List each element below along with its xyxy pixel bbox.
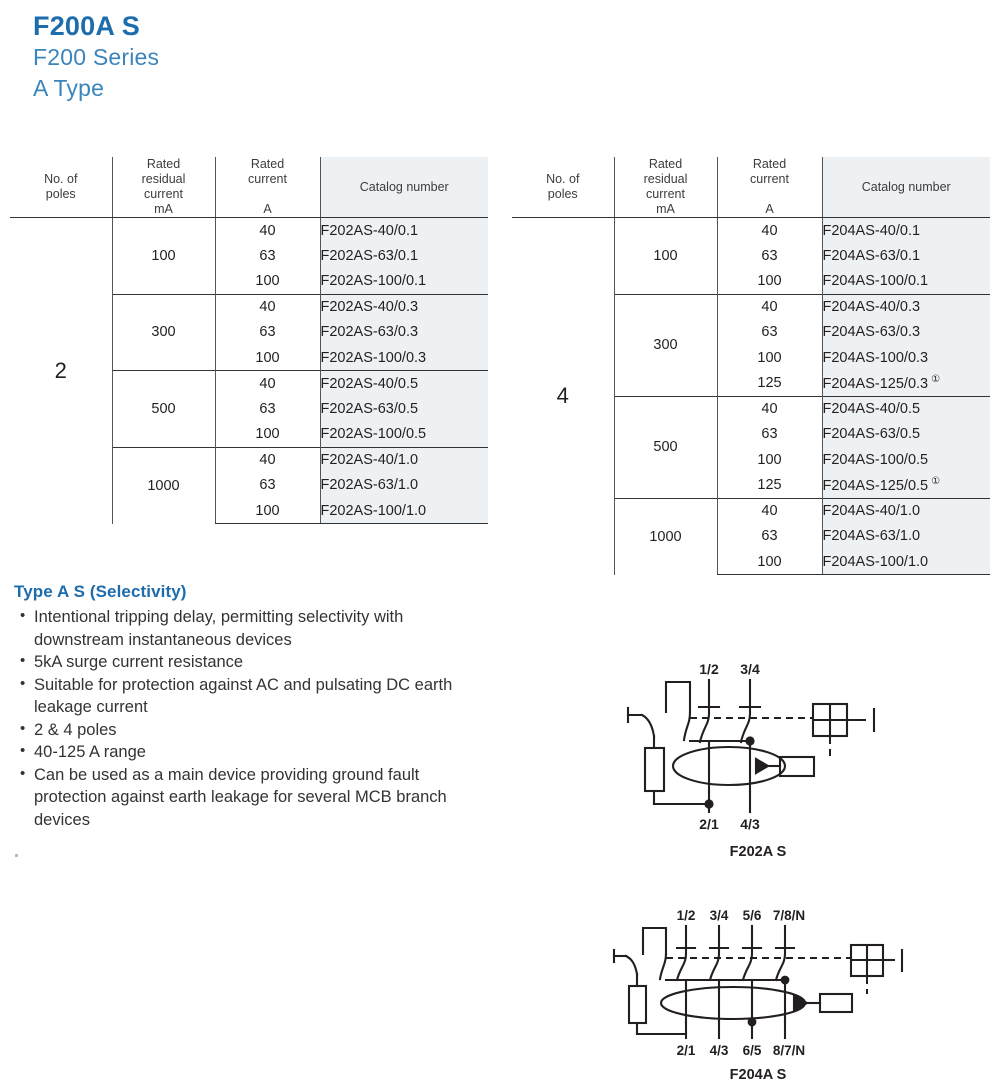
terminal-label-bottom-4: 8/7/N [772,1043,806,1058]
cell-rated-current: 63 [717,243,822,269]
cell-rated-current: 100 [215,498,320,524]
cell-residual-current: 1000 [614,498,717,575]
terminal-label-bottom-1: 2/1 [699,816,719,832]
terminal-label-top-3: 5/6 [742,908,762,923]
feature-item: • Suitable for protection against AC and pulsating DC earth leakage current [12,674,492,719]
cell-catalog-number: F202AS-63/0.5 [320,396,488,422]
page-title-block [33,10,159,104]
feature-item: • 2 & 4 poles [12,719,492,742]
cell-rated-current: 125 [717,473,822,499]
cell-catalog-number: F202AS-40/0.1 [320,218,488,244]
table-row [10,218,488,244]
terminal-label-bottom-1: 2/1 [676,1043,696,1058]
cell-catalog-number: F204AS-40/1.0 [822,498,990,524]
cell-rated-current: 63 [717,524,822,550]
page-speck [15,854,18,857]
cell-catalog-number: F202AS-40/0.5 [320,371,488,397]
cell-rated-current: 40 [215,218,320,244]
cell-catalog-number: F202AS-100/0.1 [320,269,488,295]
features-list [12,606,492,831]
header-rated-current: Rated current A [717,157,822,218]
cell-residual-current: 300 [614,294,717,396]
feature-item: • Intentional tripping delay, permitting selectivity with downstream instantaneous devices [12,606,492,651]
feature-item: • 40-125 A range [12,741,492,764]
cell-residual-current: 500 [614,396,717,498]
terminal-label-top-1: 1/2 [676,908,696,923]
table-header-row [10,157,488,218]
cell-catalog-number: F202AS-100/0.3 [320,345,488,371]
header-residual-current: Rated residual current mA [614,157,717,218]
table-f202as [10,157,488,524]
cell-rated-current: 100 [717,447,822,473]
header-residual-current: Rated residual current mA [112,157,215,218]
cell-catalog-number: F204AS-100/0.1 [822,269,990,295]
table-row [512,218,990,244]
cell-catalog-number: F202AS-40/1.0 [320,447,488,473]
schematic-f204a-s [608,900,908,1060]
header-catalog-number: Catalog number [822,157,990,218]
cell-rated-current: 63 [215,396,320,422]
cell-catalog-number: F204AS-63/0.3 [822,320,990,346]
cell-rated-current: 100 [717,549,822,575]
diagram-f202a-s [608,652,908,860]
cell-rated-current: 63 [717,320,822,346]
footnote-marker: ① [931,374,941,386]
cell-rated-current: 63 [717,422,822,448]
diagram-f204a-s [608,900,908,1083]
features-section [12,582,492,831]
cell-catalog-number: F204AS-40/0.3 [822,294,990,320]
terminal-label-top-1: 1/2 [699,661,719,677]
cell-rated-current: 40 [717,294,822,320]
cell-poles: 2 [54,357,67,383]
header-poles: No. of poles [10,157,112,218]
terminal-label-top-4: 7/8/N [772,908,806,923]
cell-rated-current: 63 [215,320,320,346]
cell-rated-current: 63 [215,243,320,269]
cell-catalog-number: F204AS-63/0.1 [822,243,990,269]
cell-catalog-number: F202AS-40/0.3 [320,294,488,320]
cell-rated-current: 63 [215,473,320,499]
cell-rated-current: 40 [215,371,320,397]
page-series: F200 Series [33,44,160,70]
cell-catalog-number: F204AS-100/1.0 [822,549,990,575]
header-poles: No. of poles [512,157,614,218]
cell-catalog-number: F202AS-100/0.5 [320,422,488,448]
diagram-caption-f202a-s: F202A S [729,844,787,860]
cell-rated-current: 100 [717,345,822,371]
feature-item: • Can be used as a main device providing ground fault protection against earth leakage for several MCB branch devices [12,764,492,832]
cell-catalog-number: F204AS-125/0.3 ① [822,371,990,397]
header-catalog-number: Catalog number [320,157,488,218]
cell-residual-current: 300 [112,294,215,371]
cell-rated-current: 125 [717,371,822,397]
cell-rated-current: 40 [717,218,822,244]
table-f204as [512,157,990,575]
cell-rated-current: 40 [215,294,320,320]
cell-catalog-number: F204AS-63/0.5 [822,422,990,448]
cell-catalog-number: F202AS-63/0.1 [320,243,488,269]
terminal-label-top-2: 3/4 [740,661,760,677]
cell-catalog-number: F204AS-100/0.3 [822,345,990,371]
features-title: Type A S (Selectivity) [14,582,187,601]
cell-catalog-number: F202AS-63/0.3 [320,320,488,346]
page-title: F200A S [33,11,140,41]
cell-rated-current: 100 [215,422,320,448]
cell-rated-current: 100 [717,269,822,295]
cell-rated-current: 40 [215,447,320,473]
terminal-label-bottom-2: 4/3 [740,816,760,832]
cell-catalog-number: F204AS-125/0.5 ① [822,473,990,499]
table-header-row [512,157,990,218]
cell-poles: 4 [556,383,569,409]
cell-rated-current: 40 [717,396,822,422]
cell-rated-current: 40 [717,498,822,524]
diagram-caption-f204a-s: F204A S [729,1067,787,1083]
cell-catalog-number: F204AS-40/0.1 [822,218,990,244]
cell-residual-current: 500 [112,371,215,448]
cell-rated-current: 100 [215,269,320,295]
terminal-label-top-2: 3/4 [709,908,729,923]
terminal-label-bottom-3: 6/5 [742,1043,762,1058]
cell-catalog-number: F204AS-100/0.5 [822,447,990,473]
cell-residual-current: 100 [112,218,215,295]
page-type: A Type [33,75,105,101]
cell-residual-current: 1000 [112,447,215,524]
cell-catalog-number: F202AS-63/1.0 [320,473,488,499]
cell-catalog-number: F204AS-40/0.5 [822,396,990,422]
header-rated-current: Rated current A [215,157,320,218]
schematic-f202a-s [608,652,908,837]
footnote-marker: ① [931,476,941,488]
cell-residual-current: 100 [614,218,717,295]
feature-item: • 5kA surge current resistance [12,651,492,674]
cell-rated-current: 100 [215,345,320,371]
terminal-label-bottom-2: 4/3 [709,1043,729,1058]
cell-catalog-number: F202AS-100/1.0 [320,498,488,524]
cell-catalog-number: F204AS-63/1.0 [822,524,990,550]
